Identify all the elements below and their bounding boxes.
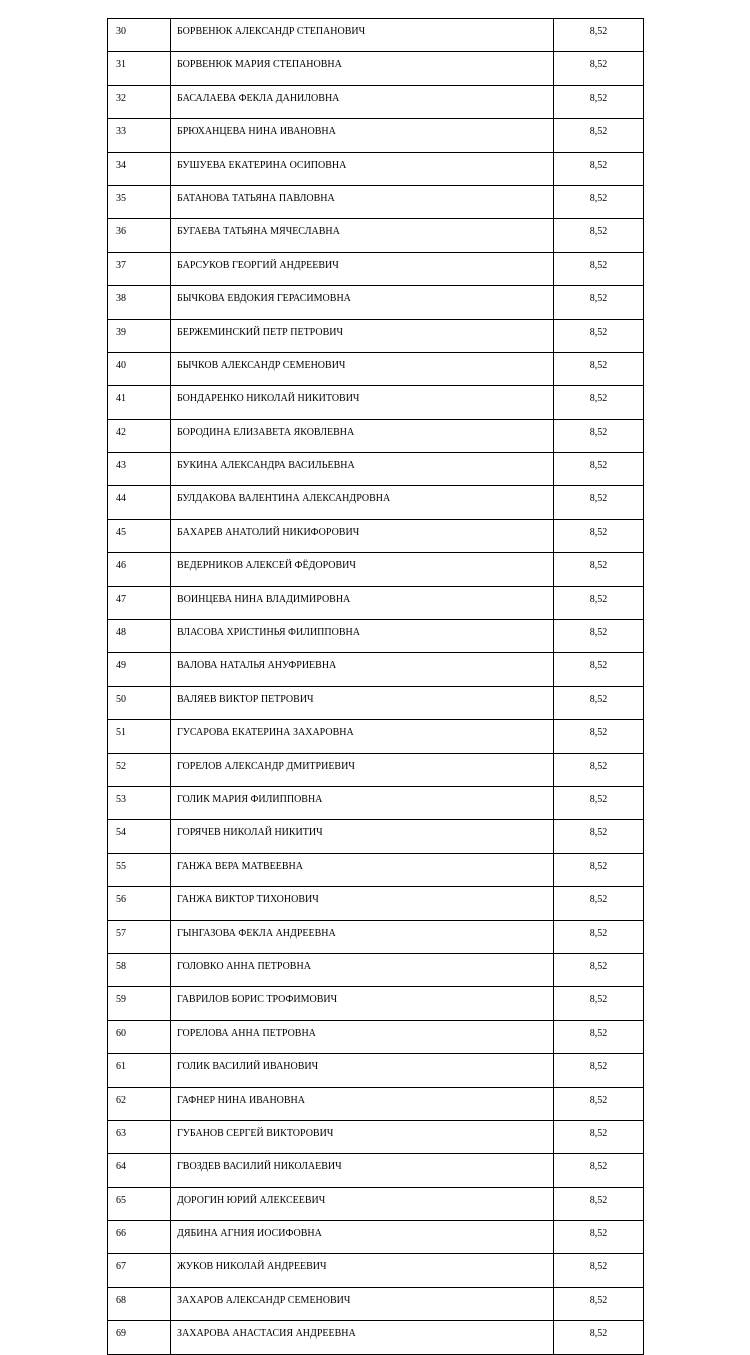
row-full-name: БАТАНОВА ТАТЬЯНА ПАВЛОВНА (171, 185, 554, 218)
row-share-value: 8,52 (554, 1054, 644, 1087)
table-row (108, 252, 644, 285)
table-row (108, 586, 644, 619)
row-full-name: ГАНЖА ВИКТОР ТИХОНОВИЧ (171, 887, 554, 920)
table-row (108, 987, 644, 1020)
row-number: 37 (108, 252, 171, 285)
row-share-value: 8,52 (554, 185, 644, 218)
table-row (108, 219, 644, 252)
row-full-name: БАРСУКОВ ГЕОРГИЙ АНДРЕЕВИЧ (171, 252, 554, 285)
row-full-name: ГУСАРОВА ЕКАТЕРИНА ЗАХАРОВНА (171, 720, 554, 753)
table-row (108, 386, 644, 419)
row-share-value: 8,52 (554, 219, 644, 252)
row-number: 32 (108, 85, 171, 118)
table-row (108, 853, 644, 886)
table-row (108, 119, 644, 152)
row-number: 43 (108, 453, 171, 486)
row-number: 34 (108, 152, 171, 185)
table-row (108, 85, 644, 118)
table-row (108, 1254, 644, 1287)
row-full-name: БРЮХАНЦЕВА НИНА ИВАНОВНА (171, 119, 554, 152)
row-full-name: БУГАЕВА ТАТЬЯНА МЯЧЕСЛАВНА (171, 219, 554, 252)
row-number: 65 (108, 1187, 171, 1220)
row-number: 45 (108, 519, 171, 552)
table-body (108, 19, 644, 1355)
row-full-name: ВЛАСОВА ХРИСТИНЬЯ ФИЛИППОВНА (171, 620, 554, 653)
row-share-value: 8,52 (554, 820, 644, 853)
table-row (108, 786, 644, 819)
row-share-value: 8,52 (554, 653, 644, 686)
row-share-value: 8,52 (554, 1321, 644, 1354)
table-row (108, 720, 644, 753)
row-full-name: ГОРЕЛОВА АННА ПЕТРОВНА (171, 1020, 554, 1053)
row-number: 62 (108, 1087, 171, 1120)
row-share-value: 8,52 (554, 586, 644, 619)
row-number: 64 (108, 1154, 171, 1187)
row-share-value: 8,52 (554, 1287, 644, 1320)
row-full-name: БУКИНА АЛЕКСАНДРА ВАСИЛЬЕВНА (171, 453, 554, 486)
row-share-value: 8,52 (554, 1087, 644, 1120)
row-number: 50 (108, 686, 171, 719)
row-number: 58 (108, 953, 171, 986)
table-row (108, 519, 644, 552)
row-full-name: ГУБАНОВ СЕРГЕЙ ВИКТОРОВИЧ (171, 1120, 554, 1153)
row-full-name: БЫЧКОВА ЕВДОКИЯ ГЕРАСИМОВНА (171, 286, 554, 319)
row-share-value: 8,52 (554, 119, 644, 152)
row-share-value: 8,52 (554, 1154, 644, 1187)
table-row (108, 753, 644, 786)
table-row (108, 686, 644, 719)
row-number: 51 (108, 720, 171, 753)
row-share-value: 8,52 (554, 1254, 644, 1287)
row-number: 69 (108, 1321, 171, 1354)
table-row (108, 1120, 644, 1153)
row-number: 46 (108, 553, 171, 586)
row-full-name: БЫЧКОВ АЛЕКСАНДР СЕМЕНОВИЧ (171, 352, 554, 385)
row-number: 49 (108, 653, 171, 686)
row-share-value: 8,52 (554, 1120, 644, 1153)
table-row (108, 1054, 644, 1087)
row-share-value: 8,52 (554, 553, 644, 586)
row-number: 41 (108, 386, 171, 419)
table-row (108, 1020, 644, 1053)
row-full-name: ЗАХАРОВ АЛЕКСАНДР СЕМЕНОВИЧ (171, 1287, 554, 1320)
row-number: 33 (108, 119, 171, 152)
row-number: 63 (108, 1120, 171, 1153)
row-number: 55 (108, 853, 171, 886)
row-share-value: 8,52 (554, 720, 644, 753)
row-share-value: 8,52 (554, 620, 644, 653)
row-share-value: 8,52 (554, 453, 644, 486)
row-share-value: 8,52 (554, 786, 644, 819)
table-row (108, 352, 644, 385)
table-row (108, 419, 644, 452)
row-full-name: БАСАЛАЕВА ФЕКЛА ДАНИЛОВНА (171, 85, 554, 118)
row-full-name: БУШУЕВА ЕКАТЕРИНА ОСИПОВНА (171, 152, 554, 185)
row-share-value: 8,52 (554, 753, 644, 786)
row-full-name: БОРВЕНЮК АЛЕКСАНДР СТЕПАНОВИЧ (171, 19, 554, 52)
row-full-name: ГВОЗДЕВ ВАСИЛИЙ НИКОЛАЕВИЧ (171, 1154, 554, 1187)
row-full-name: ВЕДЕРНИКОВ АЛЕКСЕЙ ФЁДОРОВИЧ (171, 553, 554, 586)
row-full-name: БУЛДАКОВА ВАЛЕНТИНА АЛЕКСАНДРОВНА (171, 486, 554, 519)
row-share-value: 8,52 (554, 85, 644, 118)
row-full-name: ГЫНГАЗОВА ФЕКЛА АНДРЕЕВНА (171, 920, 554, 953)
row-full-name: ЖУКОВ НИКОЛАЙ АНДРЕЕВИЧ (171, 1254, 554, 1287)
table-row (108, 152, 644, 185)
table-row (108, 319, 644, 352)
row-share-value: 8,52 (554, 686, 644, 719)
table-row (108, 953, 644, 986)
row-share-value: 8,52 (554, 19, 644, 52)
row-number: 39 (108, 319, 171, 352)
row-full-name: ГАВРИЛОВ БОРИС ТРОФИМОВИЧ (171, 987, 554, 1020)
row-share-value: 8,52 (554, 1020, 644, 1053)
row-full-name: ГОЛОВКО АННА ПЕТРОВНА (171, 953, 554, 986)
row-full-name: БЕРЖЕМИНСКИЙ ПЕТР ПЕТРОВИЧ (171, 319, 554, 352)
row-number: 68 (108, 1287, 171, 1320)
row-number: 40 (108, 352, 171, 385)
row-full-name: ГОРЕЛОВ АЛЕКСАНДР ДМИТРИЕВИЧ (171, 753, 554, 786)
row-number: 47 (108, 586, 171, 619)
row-share-value: 8,52 (554, 252, 644, 285)
row-full-name: ГОЛИК МАРИЯ ФИЛИППОВНА (171, 786, 554, 819)
row-number: 60 (108, 1020, 171, 1053)
row-full-name: БОНДАРЕНКО НИКОЛАЙ НИКИТОВИЧ (171, 386, 554, 419)
row-share-value: 8,52 (554, 1187, 644, 1220)
table-row (108, 52, 644, 85)
table-row (108, 1187, 644, 1220)
row-share-value: 8,52 (554, 52, 644, 85)
row-number: 54 (108, 820, 171, 853)
table-row (108, 286, 644, 319)
row-full-name: ДОРОГИН ЮРИЙ АЛЕКСЕЕВИЧ (171, 1187, 554, 1220)
row-number: 36 (108, 219, 171, 252)
row-number: 57 (108, 920, 171, 953)
table-row (108, 887, 644, 920)
table-row (108, 553, 644, 586)
row-share-value: 8,52 (554, 286, 644, 319)
row-number: 67 (108, 1254, 171, 1287)
row-number: 38 (108, 286, 171, 319)
shareholders-table (107, 18, 644, 1355)
row-full-name: ГОРЯЧЕВ НИКОЛАЙ НИКИТИЧ (171, 820, 554, 853)
row-share-value: 8,52 (554, 319, 644, 352)
table-row (108, 1087, 644, 1120)
table-row (108, 653, 644, 686)
row-number: 31 (108, 52, 171, 85)
row-number: 61 (108, 1054, 171, 1087)
row-full-name: БОРВЕНЮК МАРИЯ СТЕПАНОВНА (171, 52, 554, 85)
table-row (108, 820, 644, 853)
row-share-value: 8,52 (554, 920, 644, 953)
row-share-value: 8,52 (554, 152, 644, 185)
table-row (108, 486, 644, 519)
table-row (108, 1321, 644, 1354)
row-full-name: ДЯБИНА АГНИЯ ИОСИФОВНА (171, 1221, 554, 1254)
row-number: 42 (108, 419, 171, 452)
row-share-value: 8,52 (554, 486, 644, 519)
table-row (108, 1154, 644, 1187)
row-number: 30 (108, 19, 171, 52)
row-share-value: 8,52 (554, 953, 644, 986)
table-row (108, 1221, 644, 1254)
row-number: 53 (108, 786, 171, 819)
row-number: 48 (108, 620, 171, 653)
row-full-name: ВОИНЦЕВА НИНА ВЛАДИМИРОВНА (171, 586, 554, 619)
table-row (108, 453, 644, 486)
row-share-value: 8,52 (554, 386, 644, 419)
row-full-name: ВАЛЯЕВ ВИКТОР ПЕТРОВИЧ (171, 686, 554, 719)
row-share-value: 8,52 (554, 519, 644, 552)
table-row (108, 620, 644, 653)
row-share-value: 8,52 (554, 352, 644, 385)
row-share-value: 8,52 (554, 1221, 644, 1254)
row-share-value: 8,52 (554, 887, 644, 920)
table-row (108, 185, 644, 218)
row-number: 35 (108, 185, 171, 218)
row-full-name: ГАНЖА ВЕРА МАТВЕЕВНА (171, 853, 554, 886)
row-share-value: 8,52 (554, 853, 644, 886)
row-full-name: БАХАРЕВ АНАТОЛИЙ НИКИФОРОВИЧ (171, 519, 554, 552)
row-number: 59 (108, 987, 171, 1020)
row-number: 56 (108, 887, 171, 920)
row-full-name: ЗАХАРОВА АНАСТАСИЯ АНДРЕЕВНА (171, 1321, 554, 1354)
table-row (108, 920, 644, 953)
row-share-value: 8,52 (554, 419, 644, 452)
table-row (108, 1287, 644, 1320)
row-full-name: ГАФНЕР НИНА ИВАНОВНА (171, 1087, 554, 1120)
row-full-name: ВАЛОВА НАТАЛЬЯ АНУФРИЕВНА (171, 653, 554, 686)
row-number: 52 (108, 753, 171, 786)
row-full-name: БОРОДИНА ЕЛИЗАВЕТА ЯКОВЛЕВНА (171, 419, 554, 452)
row-number: 66 (108, 1221, 171, 1254)
row-share-value: 8,52 (554, 987, 644, 1020)
row-number: 44 (108, 486, 171, 519)
table-row (108, 19, 644, 52)
row-full-name: ГОЛИК ВАСИЛИЙ ИВАНОВИЧ (171, 1054, 554, 1087)
